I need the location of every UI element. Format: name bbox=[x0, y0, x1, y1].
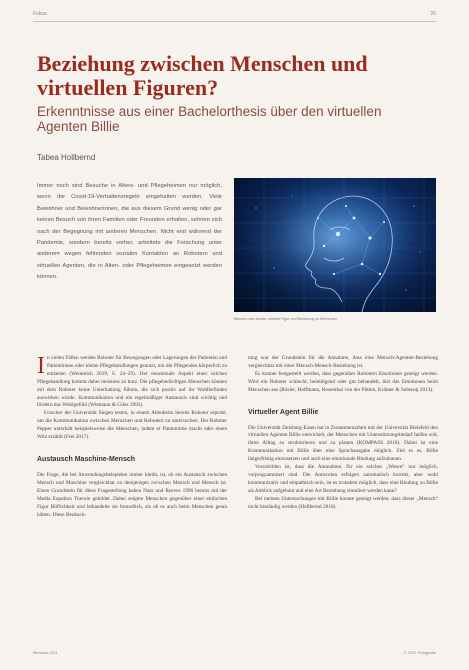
footer-right: © 2021 Fotografie bbox=[403, 650, 436, 655]
footer-left: fifthwave 2/21 bbox=[33, 650, 58, 655]
body-paragraph bbox=[37, 355, 227, 410]
figure-caption: Mensch oder Avatar: virtuelle Figur und Beziehung zu Menschen bbox=[234, 317, 337, 321]
body-paragraph: Die Frage, die bei Anwendungsbeispielen immer bleibt, ist, ob ein Austausch zwischen Mensch und Maschine vergleichbar zu demjenigen zwischen Mensch und Mensch ist. Einen Grundstein für diese Fragestellung haben Nass und Reeves 1996 bereits mit der Media Equation Theorie gebildet. Dabei zeigten Menschen gegenüber einer einfachen Figur Höflichkeit und behandelte sie freundlich, als ob es auch beim Menschen getan hätten. Diese Beobach- bbox=[37, 471, 227, 518]
body-paragraph: Es konnte festgestellt werden, dass gegenüber Robotern Emotionen gezeigt werden. Wird ein Roboter schlecht, beleidigend oder gut behandelt, löst das Emotionen beim Menschen aus (Rösler, Hoffmann, Rosenthal von der Pütten, Krämer & Sobieraj 2013). bbox=[248, 370, 438, 393]
body-paragraph: Bei meinen Untersuchungen mit Billie konnte gezeigt werden, dass dieser „Mensch“ nicht beständig werden (Hollbernd 2018). bbox=[248, 495, 438, 510]
section-heading: Virtueller Agent Billie bbox=[248, 408, 319, 416]
article-figure bbox=[234, 178, 436, 312]
body-paragraph: Vorzubilden ist, dass die Annnahme, für ein solches „Wesen“ nur möglich, vorprogrammiert sind. Die Antworten erfolgen automatisch korrekt, aber wohl kommunizativ und empathisch sein, ist es trotzdem möglich, dass eine Bindung zu Billie als Anblick aufgebaut und eine Art Beziehung simuliert werden kann? bbox=[248, 464, 438, 494]
article-title: Beziehung zwischen Menschen und virtuellen Figuren? bbox=[37, 51, 368, 100]
page-number: 26 bbox=[430, 11, 436, 17]
page-footer bbox=[33, 650, 436, 660]
author-name: Tabea Hollbernd bbox=[37, 153, 96, 162]
body-column-right bbox=[248, 355, 438, 512]
running-head bbox=[33, 11, 436, 22]
intro-paragraph: Immer noch sind Besuche in Alters- und Pflegeheimen nur möglich, wenn die Covid-19-Verhaltensregeln eingehalten werden. Viele Bewohner und Bewohnerinnen, die aus diesem Grund wenig oder gar keinen Besuch von ihren Familien oder Freunden erhalten, sehnen sich nach der Begegnung mit anderen Menschen. Nicht erst während der Pandemie, sondern bereits vorher, arbeitete die Forschung unter anderem wegen fehlenden sozialen Kontakten an Robotern und virtuellen Agenten, die in Alten- oder Pflegeheimen eingesetzt werden können. bbox=[37, 183, 222, 281]
section-heading: Austausch Maschine-Mensch bbox=[37, 455, 136, 463]
article-subtitle: Erkenntnisse aus einer Bachelorthesis über den virtuellen Agenten Billie bbox=[37, 104, 382, 134]
digital-face-illustration bbox=[234, 178, 436, 312]
body-paragraph: Forscher der Universität Siegen testen, in einem Altenheim bereits Roboter erprobt, um die Kommunikation zwischen Menschen und Robotern zu untersuchen. Der Roboter Pepper unterhält beispielsweise die Menschen, indem er Pantomime macht oder einen Witz erzählt (Frei 2017). bbox=[37, 410, 227, 441]
body-paragraph: tung war der Grundstein für die Annahme, dass eine Mensch-Agenten-Beziehung vergleichbar mit einer Mensch-Mensch-Beziehung ist. bbox=[248, 355, 438, 369]
body-text: n vielen Fällen werden Roboter für Bewegungen oder Lagerungen der Patienten und Patientinnen oder kleine Pflegehandlungen genutzt, um die Pflegenden körperlich zu entlasten (Weinreich 2019, S. 24–29). Der emotionale Aspekt einer solchen Pflegehandlung kommt dabei meistens zu kurz. Die pflegebedürftigen Menschen können mit dem Roboter keine Unterhaltung führen, die sich positiv auf ihr Wohlbefinden auswirken würde. Kommunikation und ein regelmäßiger Austausch sind wichtig und fördern das Wohlgefühl (Wiemann & Giles 1993). bbox=[37, 355, 227, 409]
body-column-left bbox=[37, 355, 227, 519]
body-paragraph: Die Universität Duisburg-Essen hat in Zusammenarbeit mit der Universität Bielefeld den virtuellen Agenten Billie entwickelt, der Menschen mit Unterstützungsbedarf helfen soll, ihren Alltag zu strukturieren und zu planen (KOMPASS 2016). Dabei ist eine Kommunikation mit Billie über eine Sprachausgabe möglich. Ziel es es, Billie längerfristig einzusetzen und auch eine emotionale Bindung aufzubauen. bbox=[248, 424, 438, 463]
section-label: Fokus bbox=[33, 11, 47, 17]
drop-cap: I bbox=[37, 353, 45, 379]
